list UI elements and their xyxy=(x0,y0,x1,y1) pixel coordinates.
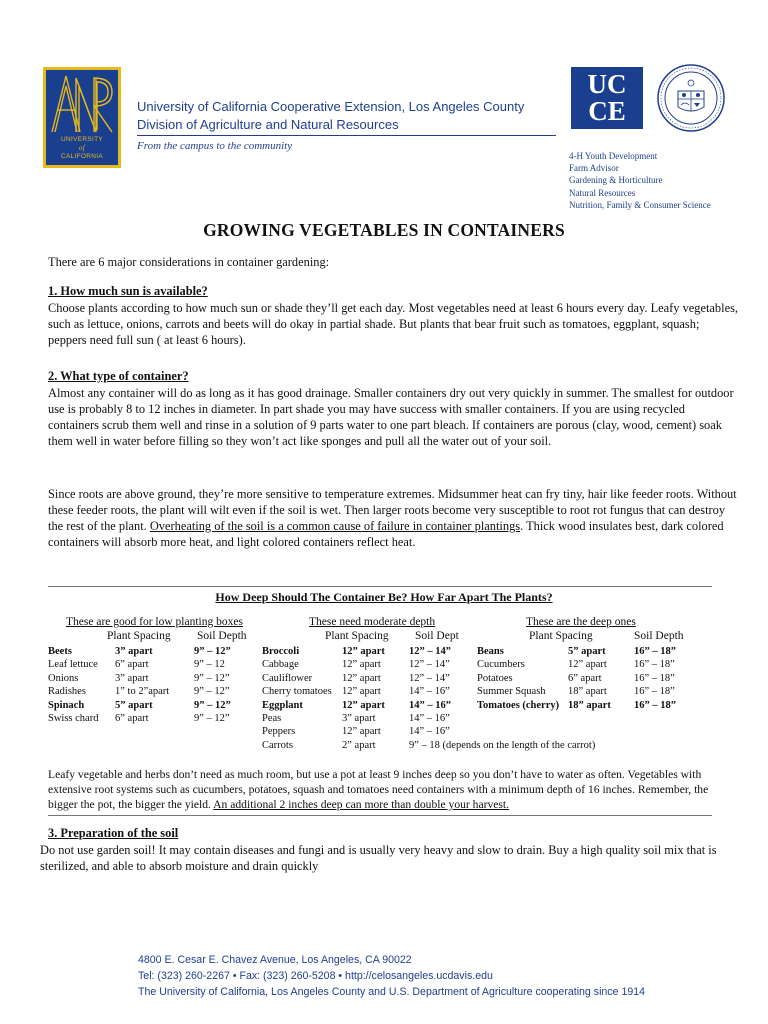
group-moderate-heading: These need moderate depth xyxy=(309,616,436,628)
program-item: Natural Resources xyxy=(569,187,636,198)
plant-spacing: 6” apart xyxy=(115,713,149,724)
anr-letters-mark xyxy=(46,70,118,140)
footer-address: 4800 E. Cesar E. Chavez Avenue, Los Angeles, CA 90022 xyxy=(138,954,412,966)
container-depth-note-text: Leafy vegetable and herbs don’t need as much room, but use a pot at least 9 inches deep so you don’t have to water as often. Vegetables with extensive root systems such as cucumbers, potatoes, squash and tomatoes need containers with a minimum depth of 16 inches. Remember, the bigger the pot, the bigger the yield. xyxy=(48,768,709,811)
soil-depth: 16” – 18” xyxy=(634,659,675,671)
logo-line-of: of xyxy=(78,144,86,152)
ucce-logo xyxy=(571,67,643,129)
plant-spacing: 6” apart xyxy=(568,672,602,684)
intro-text: There are 6 major considerations in container gardening: xyxy=(48,255,330,269)
anr-logo-text xyxy=(46,136,118,161)
ucce-line1: UC xyxy=(587,69,627,99)
section-2-underlined-text: Overheating of the soil is a common cause of failure in container plantings xyxy=(149,519,521,533)
plant-name: Radishes xyxy=(48,686,86,698)
soil-depth: 9” – 12” xyxy=(194,672,230,684)
plant-spacing: 3” apart xyxy=(115,672,149,684)
soil-depth: 14” – 16” xyxy=(409,726,450,738)
plant-spacing: 18” apart xyxy=(568,686,607,698)
plant-spacing: 12” apart xyxy=(568,659,607,671)
plant-name: Spinach xyxy=(48,699,85,711)
table-title: How Deep Should The Container Be? How Far Apart The Plants? xyxy=(215,590,553,604)
plant-spacing: 1” to 2”apart xyxy=(115,686,170,698)
plant-name: Tomatoes (cherry) xyxy=(477,699,560,711)
soil-depth: 12” – 14” xyxy=(409,646,451,657)
document-title: GROWING VEGETABLES IN CONTAINERS xyxy=(203,220,565,240)
plant-name: Carrots xyxy=(262,739,293,751)
soil-depth: 16” – 18” xyxy=(634,699,676,711)
plant-name: Cherry tomatoes xyxy=(262,686,332,698)
program-item: Farm Advisor xyxy=(569,163,619,174)
logo-line-university: UNIVERSITY xyxy=(60,136,103,143)
plant-name: Beets xyxy=(48,646,72,657)
section-1-heading: 1. How much sun is available? xyxy=(48,284,208,298)
plant-name: Beans xyxy=(477,646,504,657)
container-depth-note xyxy=(48,767,738,812)
soil-depth: 14” – 16” xyxy=(409,686,450,698)
soil-depth: 9” – 12” xyxy=(194,686,230,698)
soil-depth: 9” – 18 (depends on the length of the carrot) xyxy=(409,739,596,751)
county-seal-icon xyxy=(656,63,726,133)
group-low-depth-header: Soil Depth xyxy=(197,630,247,642)
plant-spacing: 2” apart xyxy=(342,739,376,751)
plant-spacing: 12” apart xyxy=(342,699,385,711)
program-list xyxy=(569,150,711,211)
plant-name: Cabbage xyxy=(262,659,299,671)
program-item: Gardening & Horticulture xyxy=(569,175,663,186)
plant-name: Leaf lettuce xyxy=(48,659,98,671)
logo-line-california: CALIFORNIA xyxy=(60,153,103,160)
group-low-heading: These are good for low planting boxes xyxy=(66,616,243,628)
group-deep-heading: These are the deep ones xyxy=(526,616,636,628)
footer-cooperation: The University of California, Los Angeles County and U.S. Department of Agriculture cooperating since 1914 xyxy=(138,986,646,998)
header-divider xyxy=(137,135,556,136)
plant-name: Cucumbers xyxy=(477,659,525,671)
plant-spacing: 12” apart xyxy=(342,659,381,671)
org-name: University of California Cooperative Extension, Los Angeles County xyxy=(137,99,525,114)
footer-contact: Tel: (323) 260-2267 • Fax: (323) 260-5208 • http://celosangeles.ucdavis.edu xyxy=(138,970,493,982)
soil-depth: 12” – 14” xyxy=(409,659,450,671)
plant-spacing: 5” apart xyxy=(568,646,606,657)
anr-logo xyxy=(43,67,121,168)
section-1-body: Choose plants according to how much sun or shade they’ll get each day. Most vegetables need at least 6 hours every day. Leafy vegetables, such as lettuce, onions, carrots and beets will do okay in partial shade. But plants that bear fruit such as tomatoes, eggplant, squash; peppers need full sun ( at least 6 hours). xyxy=(48,301,738,347)
section-2-body-2 xyxy=(48,486,738,550)
plant-spacing: 3” apart xyxy=(342,713,376,724)
soil-depth: 14” – 16” xyxy=(409,713,450,724)
group-low-spacing-header: Plant Spacing xyxy=(107,630,171,642)
org-tagline: From the campus to the community xyxy=(137,140,293,152)
section-3-heading: 3. Preparation of the soil xyxy=(48,826,179,840)
section-2-text-a: Since roots are above ground, they’re more sensitive to temperature extremes. Midsummer heat can fry tiny, hair like feeder roots. Without these feeder roots, the plant will wilt even if the soil is wet. Then larger roots become very susceptible to root rot fungus that can destroy the rest of the plant. xyxy=(48,487,737,533)
soil-depth: 9” – 12” xyxy=(194,699,231,711)
group-moderate-spacing-header: Plant Spacing xyxy=(325,630,389,642)
section-2-body: Almost any container will do as long as it has good drainage. Smaller containers dry out very quickly in summer. The smallest for outdoor use is probably 8 to 12 inches in diameter. In part shade you may have success with smaller containers. If you are using recycled containers scrub them well and rinse in a solution of 9 parts water to one part bleach. If containers are porous (clay, wood, cement) soak them well in water before filling so they won’t act like sponges and pull all the water out of your soil. xyxy=(48,386,734,448)
plant-name: Peppers xyxy=(262,726,296,738)
soil-depth: 12” – 14” xyxy=(409,672,450,684)
table-bottom-rule xyxy=(48,815,712,816)
plant-name: Summer Squash xyxy=(477,686,546,698)
plant-name: Swiss chard xyxy=(48,713,99,724)
plant-spacing: 12” apart xyxy=(342,726,381,738)
plant-spacing: 12” apart xyxy=(342,672,381,684)
soil-depth: 16” – 18” xyxy=(634,672,675,684)
section-2-text-b: . Thick wood insulates best, dark colored containers will absorb more heat, and light colored containers reflect heat. xyxy=(48,519,724,549)
soil-depth: 9” – 12 xyxy=(194,659,225,671)
plant-spacing: 3” apart xyxy=(115,646,153,657)
org-division: Division of Agriculture and Natural Resources xyxy=(137,117,399,132)
section-2-heading: 2. What type of container? xyxy=(48,369,189,383)
soil-depth: 9” – 12” xyxy=(194,646,231,657)
plant-spacing: 12” apart xyxy=(342,646,385,657)
plant-spacing: 12” apart xyxy=(342,686,381,698)
soil-depth: 16” – 18” xyxy=(634,686,675,698)
plant-spacing: 6” apart xyxy=(115,659,149,671)
plant-name: Broccoli xyxy=(262,646,300,657)
program-item: Nutrition, Family & Consumer Science xyxy=(569,199,711,210)
group-moderate-depth-header: Soil Dept xyxy=(415,630,459,642)
plant-name: Potatoes xyxy=(477,672,513,684)
soil-depth: 14” – 16” xyxy=(409,699,451,711)
soil-depth: 9” – 12” xyxy=(194,713,230,724)
plant-name: Peas xyxy=(262,713,282,724)
group-deep-spacing-header: Plant Spacing xyxy=(529,630,593,642)
section-3-body: Do not use garden soil! It may contain diseases and fungi and is usually very heavy and slow to drain. Buy a high quality soil mix that is sterilized, and able to absorb moisture and drain quickly xyxy=(40,843,717,873)
plant-spacing: 18” apart xyxy=(568,699,611,711)
table-top-rule xyxy=(48,586,712,587)
soil-depth: 16” – 18” xyxy=(634,646,676,657)
plant-spacing: 5” apart xyxy=(115,699,153,711)
program-item: 4-H Youth Development xyxy=(569,151,658,161)
container-depth-note-underlined: An additional 2 inches deep can more than double your harvest. xyxy=(213,798,510,811)
plant-name: Eggplant xyxy=(262,699,303,711)
plant-name: Cauliflower xyxy=(262,672,313,684)
group-deep-depth-header: Soil Depth xyxy=(634,630,684,642)
plant-name: Onions xyxy=(48,672,79,684)
ucce-line2: CE xyxy=(588,96,626,126)
